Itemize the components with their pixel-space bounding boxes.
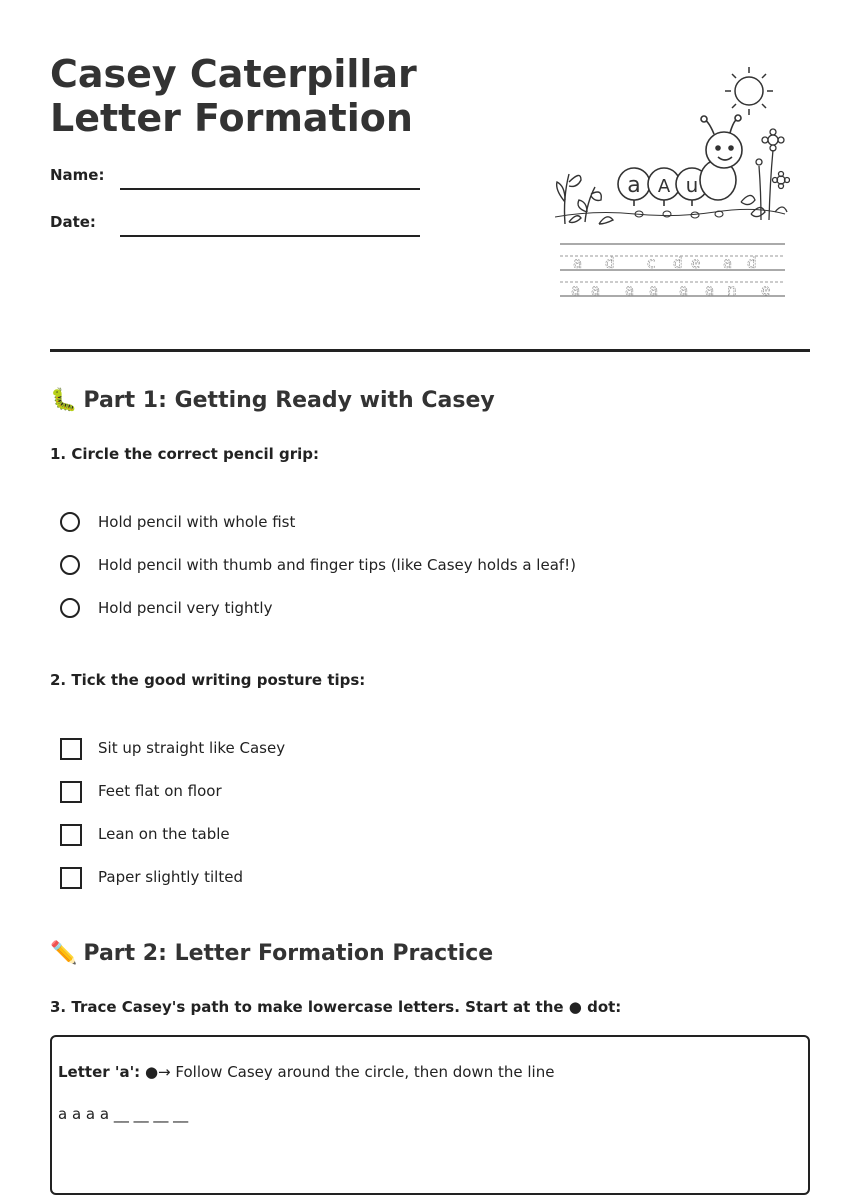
flower-icon — [741, 129, 790, 220]
checkbox[interactable] — [60, 781, 82, 803]
guide-letter: n — [727, 281, 737, 299]
caterpillar-letter: A — [657, 176, 671, 197]
radio-circle[interactable] — [60, 512, 80, 532]
grip-option[interactable] — [60, 512, 760, 536]
guide-letter: d — [605, 254, 615, 272]
guide-letter: a — [571, 281, 581, 299]
guide-letter: a — [679, 281, 689, 299]
posture-option[interactable] — [60, 867, 760, 891]
question-1: 1. Circle the correct pencil grip: — [50, 445, 320, 463]
grip-option[interactable] — [60, 555, 760, 579]
guide-letter: a — [591, 281, 601, 299]
guide-letter: a — [723, 254, 733, 272]
plant-icon — [557, 174, 613, 224]
part1-title: Part 1: Getting Ready with Casey — [83, 388, 495, 413]
posture-option[interactable] — [60, 824, 760, 848]
pencil-icon: ✏️ — [50, 941, 78, 966]
option-label: Lean on the table — [98, 825, 230, 843]
caterpillar-letter: a — [627, 173, 641, 198]
guide-letter: e — [691, 254, 701, 272]
radio-circle[interactable] — [60, 555, 80, 575]
guide-letter: a — [625, 281, 635, 299]
date-label: Date: — [50, 213, 96, 231]
page-title: Casey Caterpillar Letter Formation — [50, 52, 417, 140]
grip-option[interactable] — [60, 598, 760, 622]
checkbox[interactable] — [60, 867, 82, 889]
guide-letter: a — [649, 281, 659, 299]
name-line[interactable] — [120, 188, 420, 190]
letter-a-label: Letter 'a': — [58, 1063, 141, 1081]
guide-letter: a — [705, 281, 715, 299]
header-divider — [50, 349, 810, 352]
guide-letter: d — [747, 254, 757, 272]
option-label: Hold pencil with whole fist — [98, 513, 296, 531]
letter-practice-box — [50, 1035, 810, 1195]
posture-option[interactable] — [60, 738, 760, 762]
question-3: 3. Trace Casey's path to make lowercase letters. Start at the ● dot: — [50, 998, 622, 1016]
guide-letter: c — [647, 254, 656, 272]
checkbox[interactable] — [60, 824, 82, 846]
option-label: Paper slightly tilted — [98, 868, 243, 886]
sun-icon — [725, 67, 773, 115]
name-label: Name: — [50, 166, 105, 184]
name-field-row — [50, 166, 470, 190]
date-field-row — [50, 213, 470, 237]
guide-letter: e — [761, 281, 771, 299]
posture-option[interactable] — [60, 781, 760, 805]
letter-a-practice-row[interactable]: a a a a __ __ __ __ — [58, 1105, 189, 1123]
part2-heading — [50, 941, 493, 966]
caterpillar-icon: 🐛 — [50, 388, 78, 413]
checkbox[interactable] — [60, 738, 82, 760]
date-line[interactable] — [120, 235, 420, 237]
guide-letter: a — [573, 254, 583, 272]
radio-circle[interactable] — [60, 598, 80, 618]
option-label: Sit up straight like Casey — [98, 739, 286, 757]
letter-a-text: ●→ Follow Casey around the circle, then down the line — [144, 1063, 555, 1081]
caterpillar-letter: u — [685, 173, 699, 197]
guide-letter: d — [673, 254, 683, 272]
letter-a-instruction — [58, 1063, 554, 1081]
option-label: Hold pencil very tightly — [98, 599, 273, 617]
part1-heading — [50, 388, 495, 413]
question-2: 2. Tick the good writing posture tips: — [50, 671, 366, 689]
part2-title: Part 2: Letter Formation Practice — [83, 941, 494, 966]
caterpillar-illustration — [555, 62, 790, 307]
option-label: Hold pencil with thumb and finger tips (like Casey holds a leaf!) — [98, 556, 577, 574]
option-label: Feet flat on floor — [98, 782, 222, 800]
